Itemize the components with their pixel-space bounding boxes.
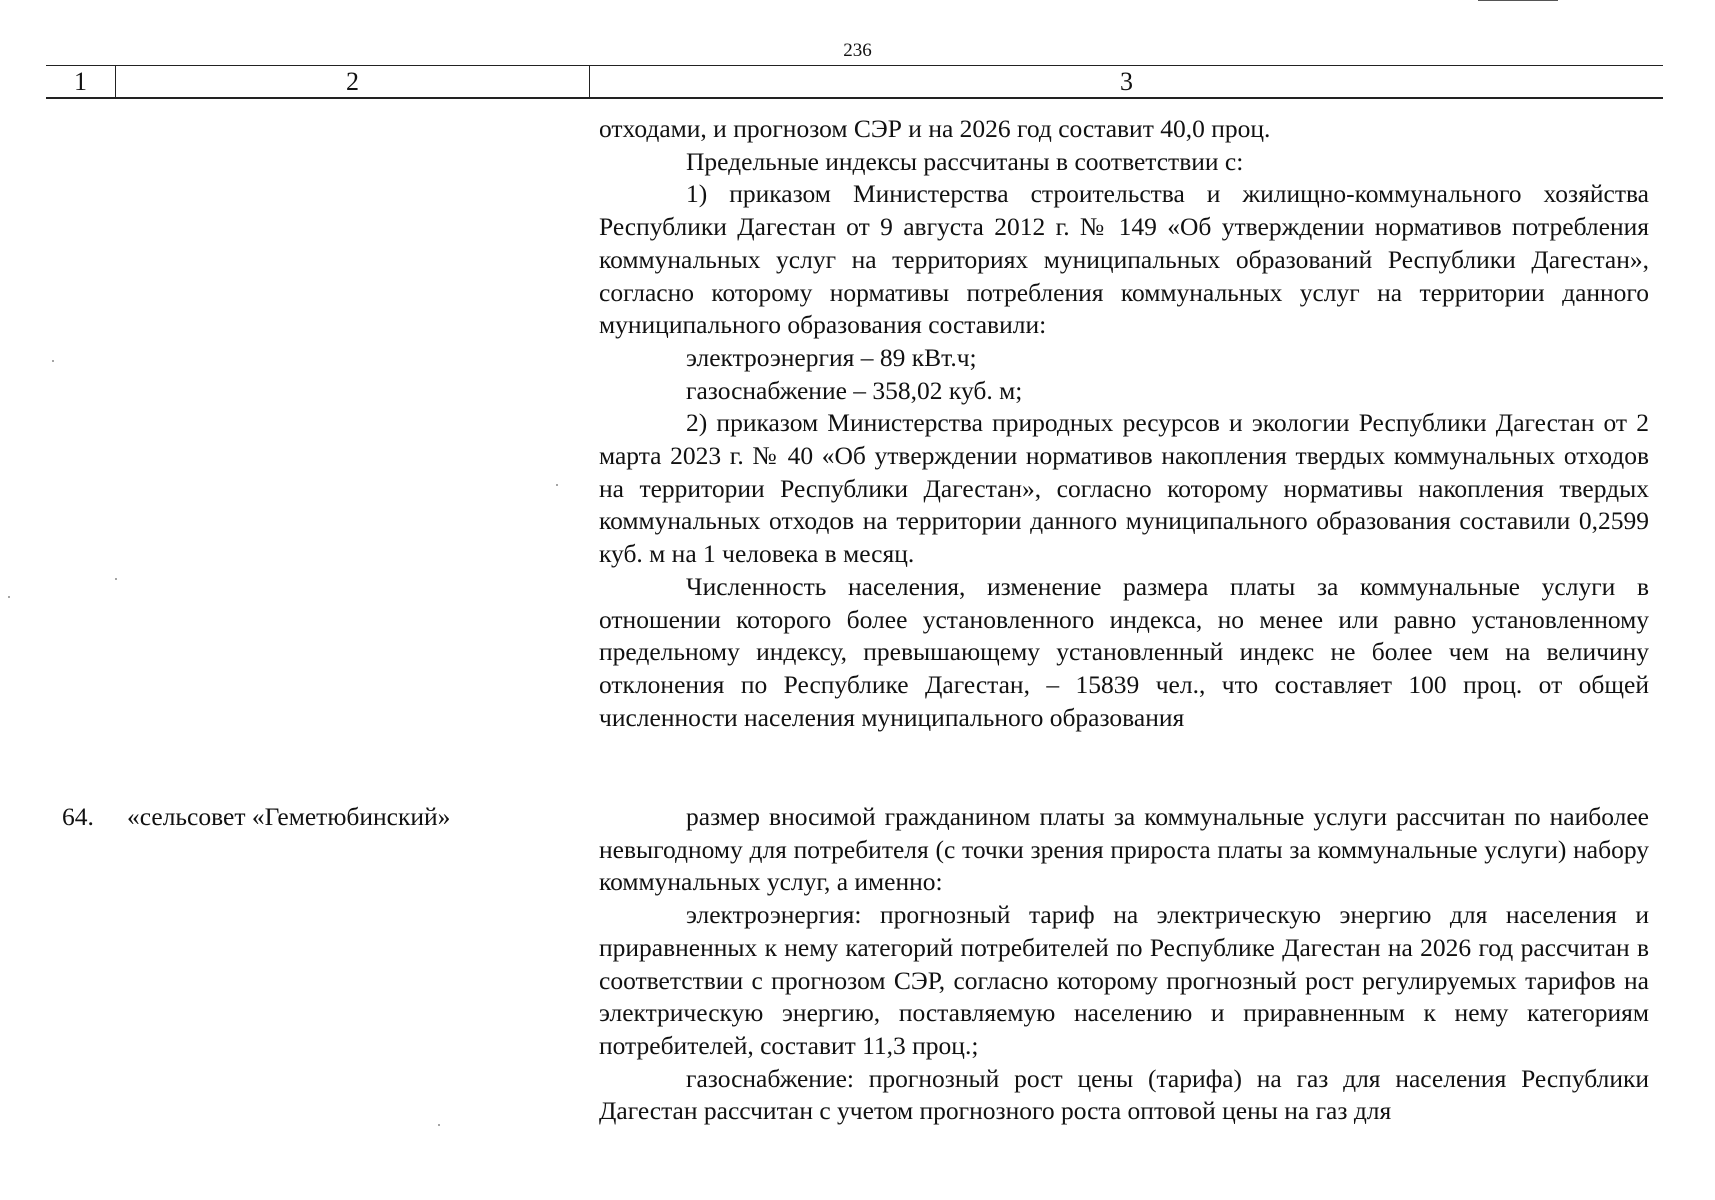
paragraph-gas-norm: газоснабжение – 358,02 куб. м;	[686, 375, 1023, 405]
header-col-3: 3	[1120, 67, 1133, 96]
header-col-1: 1	[46, 66, 116, 97]
table-header	[46, 65, 1663, 99]
row-number: 64.	[62, 802, 94, 831]
page-number: 236	[843, 40, 872, 61]
column-3-continued-text	[599, 113, 1649, 734]
paragraph-electricity-norm: электроэнергия – 89 кВт.ч;	[686, 342, 977, 372]
column-3-row-64-text	[599, 801, 1649, 1128]
scan-speck	[438, 1124, 440, 1126]
paragraph-gas-tariff: газоснабжение: прогнозный рост цены (тарифа) на газ для населения Республики Дагестан рассчитан с учетом прогнозного роста оптовой цены на газ для	[599, 1063, 1649, 1126]
paragraph-electricity-tariff: электроэнергия: прогнозный тариф на электрическую энергию для населения и приравненных к нему категорий потребителей по Республике Дагестан на 2026 год рассчитан в соответствии с прогнозом СЭР, согласно которому прогнозный рост регулируемых тарифов на электрическую энергию, поставляемую населению и приравненным к нему категориям потребителей, составит 11,3 проц.;	[599, 900, 1649, 1060]
paragraph-indices-intro: Предельные индексы рассчитаны в соответствии с:	[686, 146, 1244, 176]
header-col-2: 2	[116, 66, 590, 97]
paragraph-order-2: 2) приказом Министерства природных ресурсов и экологии Республики Дагестан от 2 марта 2023 г. № 40 «Об утверждении нормативов накопления твердых коммунальных отходов на территории Республики Дагестан», согласно которому нормативы накопления твердых коммунальных отходов на территории данного муниципального образования составили 0,2599 куб. м на 1 человека в месяц.	[599, 408, 1649, 569]
paragraph-order-1: 1) приказом Министерства строительства и жилищно-коммунального хозяйства Республики Дагестан от 9 августа 2012 г. № 149 «Об утверждении нормативов потребления коммунальных услуг на территориях муниципальных образований Республики Дагестан», согласно которому нормативы потребления коммунальных услуг на территории данного муниципального образования составили:	[599, 179, 1649, 340]
paragraph-payment-size: размер вносимой гражданином платы за коммунальные услуги рассчитан по наиболее невыгодному для потребителя (с точки зрения прироста платы за коммунальные услуги) набору коммунальных услуг, а именно:	[599, 802, 1649, 897]
row-municipality-name: «сельсовет «Геметюбинский»	[127, 802, 451, 831]
scan-speck	[52, 360, 54, 362]
scan-speck	[556, 484, 558, 486]
paragraph-continuation: отходами, и прогнозом СЭР и на 2026 год составит 40,0 проц.	[599, 114, 1271, 143]
scan-speck	[115, 578, 117, 580]
paragraph-population: Численность населения, изменение размера платы за коммунальные услуги в отношении которого более установленного индекса, но менее или равно установленному предельному индексу, превышающему установленный индекс не более чем на величину отклонения по Республике Дагестан, – 15839 чел., что составляет 100 проц. от общей численности населения муниципального образования	[599, 571, 1649, 732]
scan-speck	[8, 596, 10, 598]
scan-mark	[1478, 0, 1558, 1]
